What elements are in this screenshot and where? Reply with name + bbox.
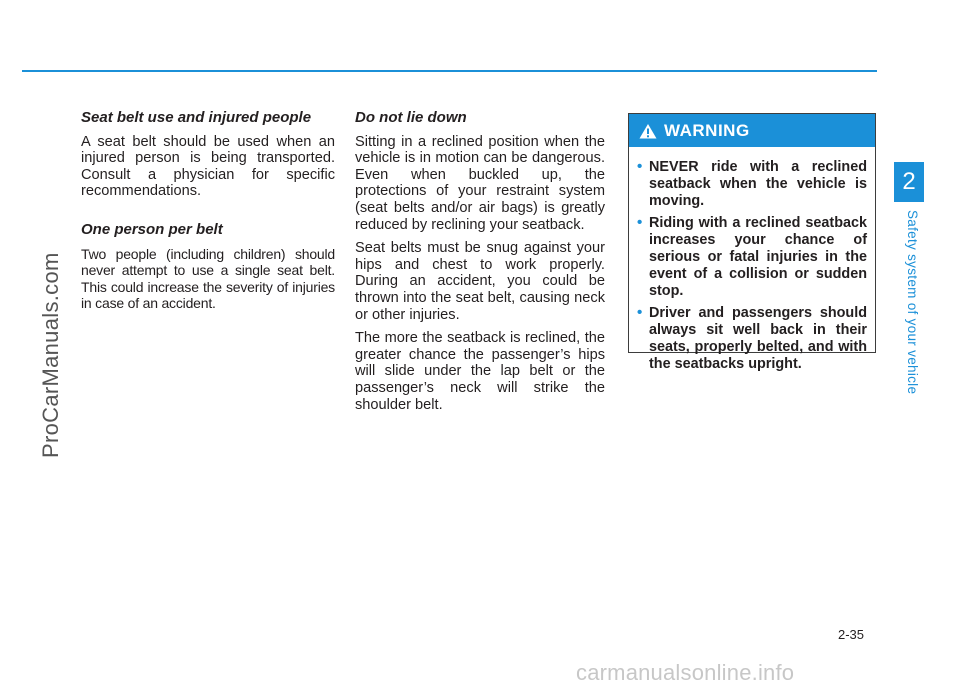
paragraph-lie-down-2: Seat belts must be snug against your hips and chest to work properly. During an accident, you could be thrown into the seat belt, causing neck or other injuries. [355,240,605,323]
section-heading-injured: Seat belt use and injured people [81,109,312,126]
warning-triangle-icon [639,123,657,139]
page-number: 2-35 [838,627,865,642]
paragraph-injured: A seat belt should be used when an injured person is being transported. Consult a physician for specific recommendations. [81,133,335,200]
footer-watermark: carmanualsonline.info [576,660,795,685]
header-rule [22,70,877,72]
paragraph-one-person: Two people (including children) should never attempt to use a single seat belt. This could increase the severity of injuries in case of an accident. [81,245,335,312]
section-heading-lie-down: Do not lie down [355,109,467,126]
left-column [81,110,335,319]
warning-item: • NEVER ride with a reclined seatback when the vehicle is moving. [641,159,867,209]
warning-box [628,113,876,372]
section-heading-one-person: One person per belt [81,220,223,238]
paragraph-lie-down-1: Sitting in a reclined position when the vehicle is in motion can be dangerous. Even when buckled up, the protections of your restraint system (seat belts and/or air bags) is greatly reduced by reclining your seatback. [355,133,605,233]
paragraph-lie-down-3: The more the seatback is reclined, the greater chance the passenger’s hips will slide under the lap belt or the passenger’s neck will strike the shoulder belt. [355,330,605,413]
side-watermark: ProCarManuals.com [38,252,63,458]
middle-column [355,110,605,420]
warning-item: • Driver and passengers should always sit well back in their seats, properly belted, and with the seatbacks upright. [641,305,867,372]
warning-item: • Riding with a reclined seatback increases your chance of serious or fatal injuries in the event of a collision or sudden stop. [641,215,867,299]
chapter-title: Safety system of your vehicle [905,210,920,395]
warning-list [629,147,875,373]
warning-title: WARNING [664,120,750,140]
warning-header [629,114,875,147]
chapter-number-tab: 2 [894,162,924,202]
